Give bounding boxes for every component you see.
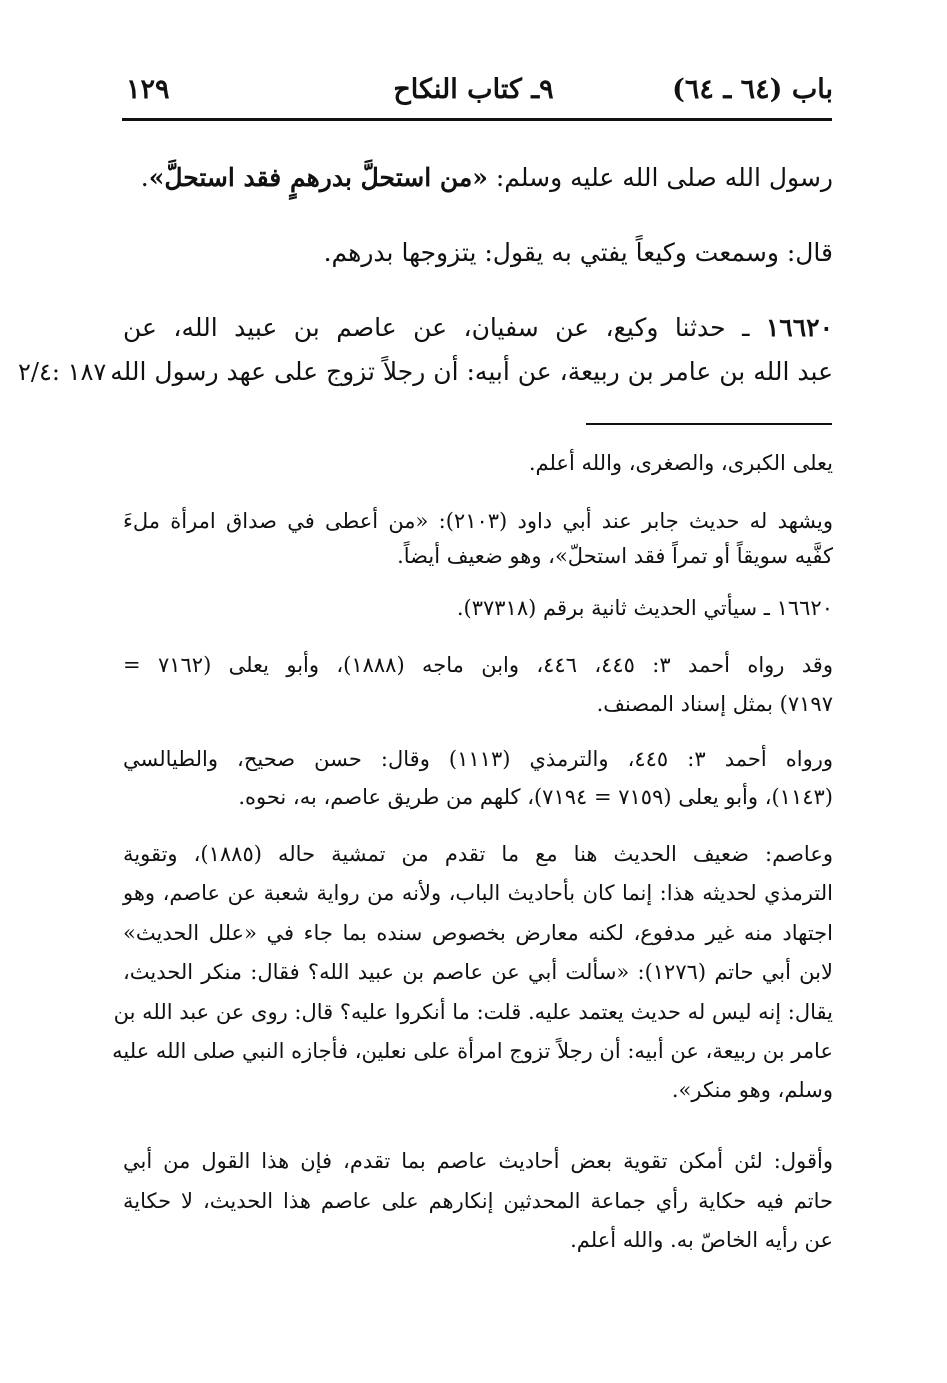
footnote-line: ٧١٩٧) بمثل إسناد المصنف. bbox=[596, 692, 833, 716]
footnote-line: اجتهاد منه غير مدفوع، لكنه معارض بخصوص سنده بما جاء في «علل الحديث» bbox=[123, 921, 833, 945]
main-text-line-1 bbox=[123, 158, 833, 198]
margin-reference: ١٨٧ :٢/٤ bbox=[18, 358, 107, 386]
footnote-line: ورواه أحمد ٣: ٤٤٥، والترمذي (١١١٣) وقال: حسن صحيح، والطيالسي bbox=[123, 747, 833, 771]
hadith-number: ١٦٦٢٠ bbox=[765, 313, 833, 342]
footnote-line: لابن أبي حاتم (١٢٧٦): «سألت أبي عن عاصم بن عبيد الله؟ فقال: منكر الحديث، bbox=[123, 960, 833, 984]
header-rule bbox=[122, 118, 832, 121]
footnote-line: كفَّيه سويقاً أو تمراً فقد استحلّ»، وهو ضعيف أيضاً. bbox=[397, 544, 833, 568]
main-text-segment: ـ حدثنا وكيع، عن سفيان، عن عاصم بن عبيد الله، عن bbox=[123, 313, 766, 342]
footnote-line: وسلم، وهو منكر». bbox=[671, 1078, 833, 1102]
footnote-line: وأقول: لئن أمكن تقوية بعض أحاديث عاصم بما تقدم، فإن هذا القول من أبي bbox=[123, 1149, 833, 1173]
footnote-line: يقال: إنه ليس له حديث يعتمد عليه. قلت: ما أنكروا عليه؟ قال: روى عن عبد الله بن bbox=[113, 1000, 833, 1024]
page-number: ١٢٩ bbox=[126, 74, 170, 105]
main-text-segment: رسول الله صلى الله عليه وسلم: bbox=[487, 163, 833, 192]
footnote-line: ويشهد له حديث جابر عند أبي داود (٢١٠٣): «من أعطى في صداق امرأة ملءَ bbox=[123, 509, 833, 533]
footnote-line: ١٦٦٢٠ ـ سيأتي الحديث ثانية برقم (٣٧٣١٨). bbox=[456, 596, 833, 620]
footnote-line: (١١٤٣)، وأبو يعلى (٧١٥٩ = ٧١٩٤)، كلهم من طريق عاصم، به، نحوه. bbox=[238, 785, 833, 809]
main-text-line-3 bbox=[123, 308, 833, 348]
main-text-segment: . bbox=[140, 163, 149, 192]
footnote-line: عامر بن ربيعة، عن أبيه: أن رجلاً تزوج امرأة على نعلين، فأجازه النبي صلى الله عليه bbox=[112, 1039, 833, 1063]
chapter-reference: باب (٦٤ ـ ٦٤) bbox=[672, 74, 833, 105]
footnote-rule bbox=[586, 423, 832, 425]
book-title: ٩ـ كتاب النكاح bbox=[393, 74, 554, 105]
footnote-line: عن رأيه الخاصّ به. والله أعلم. bbox=[570, 1228, 833, 1252]
footnote-line: يعلى الكبرى، والصغرى، والله أعلم. bbox=[528, 451, 833, 475]
hadith-quote: «من استحلَّ بدرهمٍ فقد استحلَّ» bbox=[148, 163, 488, 192]
main-text-line-2: قال: وسمعت وكيعاً يفتي به يقول: يتزوجها بدرهم. bbox=[323, 238, 833, 267]
footnote-line: الترمذي لحديثه هذا: إنما كان بأحاديث الباب، ولأنه من رواية شعبة عن عاصم، وهو bbox=[123, 881, 833, 905]
footnote-line: وقد رواه أحمد ٣: ٤٤٥، ٤٤٦، وابن ماجه (١٨٨٨)، وأبو يعلى (٧١٦٢ = bbox=[123, 653, 833, 677]
footnote-line: وعاصم: ضعيف الحديث هنا مع ما تقدم من تمشية حاله (١٨٨٥)، وتقوية bbox=[123, 842, 833, 866]
footnote-line: حاتم فيه حكاية رأي جماعة المحدثين إنكارهم على عاصم هذا الحديث، لا حكاية bbox=[123, 1189, 833, 1213]
main-text-line-4: عبد الله بن عامر بن ربيعة، عن أبيه: أن رجلاً تزوج على عهد رسول الله bbox=[110, 357, 833, 386]
